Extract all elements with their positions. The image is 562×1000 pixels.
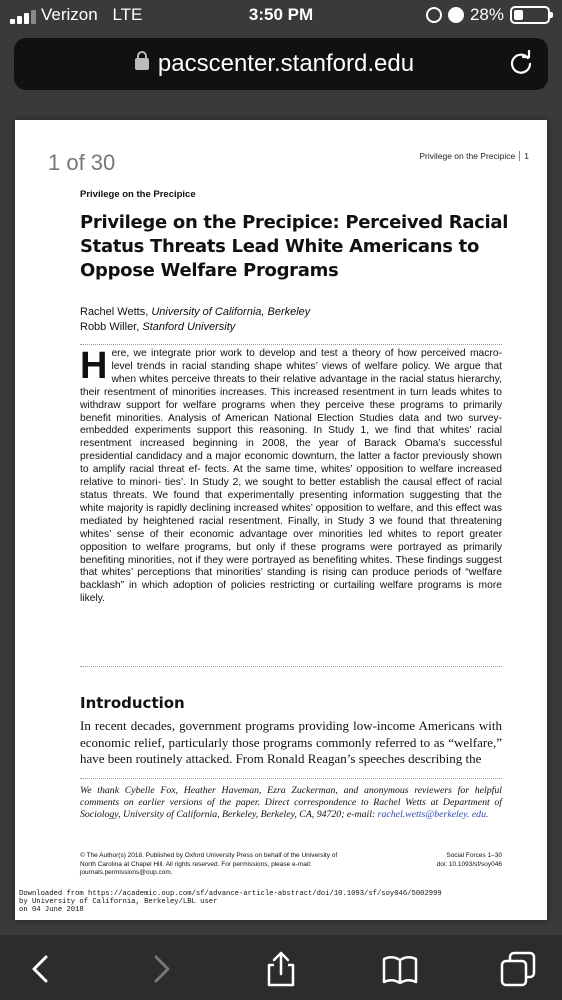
status-bar (0, 0, 562, 32)
abstract-top-rule (80, 344, 502, 345)
forward-icon[interactable] (140, 949, 180, 989)
share-icon[interactable] (261, 949, 301, 989)
battery-percent: 28% (469, 5, 504, 24)
carrier-name: Verizon (41, 5, 98, 24)
author-2 (80, 320, 310, 335)
back-icon[interactable] (22, 949, 62, 989)
acknowledgements-text: We thank Cybelle Fox, Heather Haveman, Ezra Zuckerman, and anonymous reviewers for helpful comments on earlier versions of the paper. Direct correspondence to Rachel Wetts at Department of Sociology, University of California, Berkeley, Berkeley, CA, 94720; e-mail: (80, 785, 502, 820)
running-head (419, 151, 529, 161)
copyright-notice: © The Author(s) 2018. Published by Oxford University Press on behalf of the University of North Carolina at Chapel Hill. All rights reserved. For permissions, please e-mail: journals.permissions@oup.com. (80, 852, 338, 876)
introduction-text: In recent decades, government programs providing low-income Americans with economic relief, particularly those programs commonly referred to as “welfare,” have been routinely attacked. From Ronald Reagan’s speeches describing the (80, 718, 502, 766)
journal-citation: Social Forces 1–30 (446, 852, 502, 859)
browser-toolbar (0, 935, 562, 1000)
address-bar[interactable] (14, 38, 548, 90)
author-email-link[interactable]: rachel.wetts@berkeley. edu. (377, 809, 489, 820)
reload-icon[interactable] (508, 50, 534, 76)
alarm-icon (448, 7, 464, 23)
author-1 (80, 305, 310, 320)
url-text[interactable]: pacscenter.stanford.edu (157, 50, 415, 77)
author-2-name: Robb Willer, (80, 321, 140, 333)
bookmarks-icon[interactable] (380, 949, 420, 989)
battery-icon (510, 6, 550, 24)
article-kicker: Privilege on the Precipice (80, 189, 196, 200)
author-2-affiliation: Stanford University (142, 321, 236, 333)
page-counter: 1 of 30 (48, 150, 116, 175)
orientation-lock-icon (426, 7, 442, 23)
author-1-name: Rachel Wetts, (80, 306, 149, 318)
running-head-title: Privilege on the Precipice (419, 151, 516, 161)
page-number: 1 (519, 151, 529, 161)
abstract-bottom-rule (80, 666, 502, 667)
journal-info (437, 852, 502, 869)
abstract (80, 345, 502, 606)
pdf-page[interactable] (15, 120, 547, 920)
author-1-affiliation: University of California, Berkeley (151, 306, 311, 318)
journal-doi: doi: 10.1093/sf/soy046 (436, 860, 502, 868)
abstract-dropcap: H (80, 345, 108, 387)
clock: 3:50 PM (248, 5, 314, 24)
footnote-rule (80, 778, 502, 779)
download-stamp: Downloaded from https://academic.oup.com/sf/advance-article-abstract/doi/10.1093/sf/soy046/5002999 by University of California, Berkeley/LBL user on 04 June 2018 (19, 890, 442, 914)
network-type: LTE (112, 5, 143, 24)
article-title: Privilege on the Precipice: Perceived Racial Status Threats Lead White Americans to Oppose Welfare Programs (80, 212, 509, 281)
abstract-text: ere, we integrate prior work to develop and test a theory of how perceived macro-level trends in racial standing shape whites’ views of welfare policy. We argue that when whites perceive threats to their relative advantage in the racial status hierarchy, their resentment of minorities increases. This increased resentment in turn leads whites to withdraw support for welfare programs when they perceive these programs to primarily benefit minorities. Analysis of American National Election Studies data and two survey-embedded experiments support this reasoning. In Study 1, we find that whites’ racial resentment increased beginning in 2008, the year of Barack Obama’s successful presidential candidacy and a major economic downturn, the latter a factor previously shown to amplify racial threat ef- fects. At the same time, whites’ opposition to welfare increased relative to minori- ties’. In Study 2, we sought to better establish the causal effect of racial status threats. We found that experimentally presenting information suggesting that the white majority is rapidly declining increased whites’ opposition to welfare, and this effect was mediated by heightened racial resentment. Finally, in Study 3 we found that threatening whites’ sense of their economic advantage over minorities led whites to report greater opposition to welfare programs, but only if these programs were portrayed as primarily benefiting minorities, not if they were portrayed as benefiting whites. These findings suggest that whites’ perceptions that minorities’ standing is rising can produce periods of “welfare backlash” in which adoption of policies restricting or curtailing welfare programs is more likely. (80, 348, 502, 605)
author-list (80, 305, 310, 335)
tabs-icon[interactable] (498, 949, 538, 989)
status-icons (426, 5, 550, 25)
section-heading-introduction: Introduction (80, 694, 185, 712)
acknowledgements (80, 785, 502, 821)
